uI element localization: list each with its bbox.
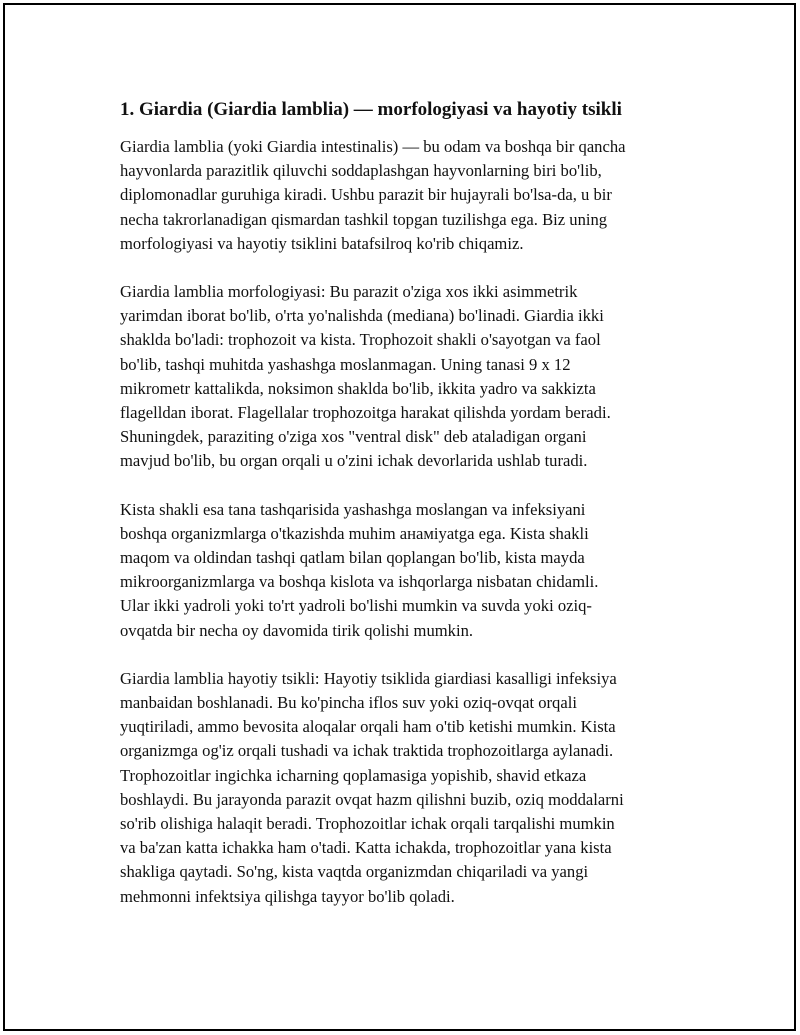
paragraph-intro: Giardia lamblia (yoki Giardia intestinalis) — bu odam va boshqa bir qancha hayvonlarda parazitlik qiluvchi soddaplashgan hayvonlarning biri bo'lib, diplomonadlar guruhiga kiradi. Ushbu parazit bir hujayrali bo'lsa-da, u bir necha takrorlanadigan qismardan tashkil topgan tuzilishga ega. Biz uning morfologiyasi va hayotiy tsiklini batafsilroq ko'rib chiqamiz. <box>120 137 626 253</box>
paragraph-morphology: Giardia lamblia morfologiyasi: Bu parazit o'ziga xos ikki asimmetrik yarimdan iborat bo'lib, o'rta yo'nalishda (mediana) bo'linadi. Giardia ikki shaklda bo'ladi: trophozoit va kista. Trophozoit shakli o'sayotgan va faol bo'lib, tashqi muhitda yashashga moslanmagan. Uning tanasi 9 x 12 mikrometr kattalikda, noksimon shaklda bo'lib, ikkita yadro va sakkizta flagelldan iborat. Flagellalar trophozoitga harakat qilishda yordam beradi. Shuningdek, paraziting o'ziga xos "ventral disk" deb ataladigan organi mavjud bo'lib, bu organ orqali u o'zini ichak devorlarida ushlab turadi. <box>120 282 611 471</box>
paragraph-cyst: Kista shakli esa tana tashqarisida yashashga moslangan va infeksiyani boshqa organizmlarga o'tkazishda muhim aнамiyatga ega. Kista shakli maqom va oldindan tashqi qatlam bilan qoplangan bo'lib, kista mayda mikroorganizmlarga va boshqa kislota va ishqorlarga nisbatan chidamli. Ular ikki yadroli yoki to'rt yadroli bo'lishi mumkin va suvda yoki oziq- ovqatda bir necha oy davomida tirik qolishi mumkin. <box>120 499 599 640</box>
document-title: 1. Giardia (Giardia lamblia) — morfologiyasi va hayotiy tsikli <box>120 99 622 120</box>
document-body <box>120 97 690 933</box>
paragraph-life-cycle: Giardia lamblia hayotiy tsikli: Hayotiy tsiklida giardiasi kasalligi infeksiya manbaidan boshlanadi. Bu ko'pincha iflos suv yoki oziq-ovqat orqali yuqtiriladi, ammo bevosita aloqalar orqali ham o'tib ketishi mumkin. Kista organizmga og'iz orqali tushadi va ichak traktida trophozoitlarga aylanadi. Trophozoitlar ingichka icharning qoplamasiga yopishib, shavid etkaza boshlaydi. Bu jarayonda parazit ovqat hazm qilishni buzib, oziq moddalarni so'rib olishiga halaqit beradi. Trophozoitlar ichak orqali tarqalishi mumkin va ba'zan katta ichakka ham o'tadi. Katta ichakda, trophozoitlar yana kista shakliga qaytadi. So'ng, kista vaqtda organizmdan chiqariladi va yangi mehmonni infektsiya qilishga tayyor bo'lib qoladi. <box>120 668 624 906</box>
document-page <box>3 3 796 1031</box>
